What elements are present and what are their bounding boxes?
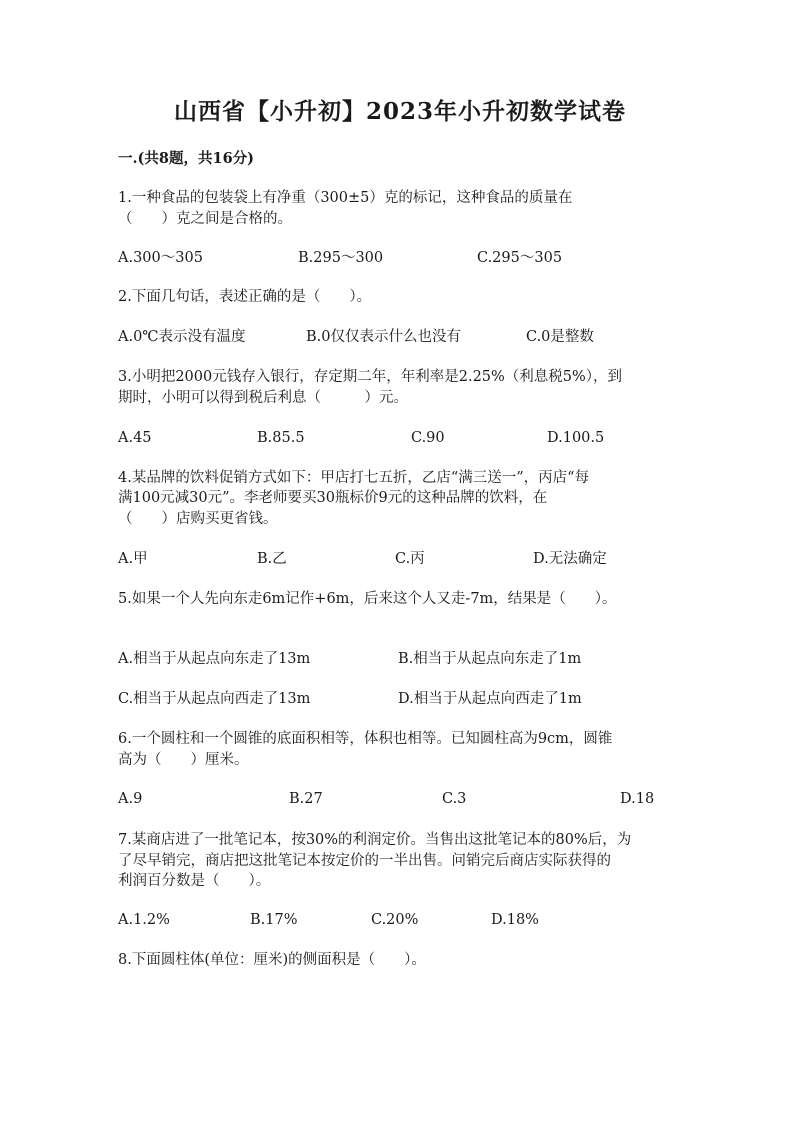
question-1-option-c: C.295～305 — [477, 250, 563, 266]
question-7-line-3: 利润百分数是（ ）。 — [118, 873, 271, 889]
question-2-option-b: B.0仅仅表示什么也没有 — [306, 329, 461, 345]
question-5-option-a: A.相当于从起点向东走了13m — [118, 651, 311, 667]
question-3-line-1: 3.小明把2000元钱存入银行，存定期二年，年利率是2.25%（利息税5%），到 — [118, 369, 623, 385]
question-1-line-1: 1.一种食品的包装袋上有净重（300±5）克的标记，这种食品的质量在 — [118, 190, 573, 206]
question-5-option-d: D.相当于从起点向西走了1m — [398, 691, 582, 707]
question-2-option-c: C.0是整数 — [526, 329, 594, 345]
question-1-option-b: B.295～300 — [298, 250, 384, 266]
question-5-option-c: C.相当于从起点向西走了13m — [118, 691, 311, 707]
question-4-option-d: D.无法确定 — [533, 551, 607, 567]
question-6-option-d: D.18 — [620, 791, 655, 807]
question-7-line-2: 了尽早销完，商店把这批笔记本按定价的一半出售。问销完后商店实际获得的 — [118, 853, 611, 869]
question-4-option-b: B.乙 — [257, 551, 287, 567]
question-4-line-1: 4.某品牌的饮料促销方式如下：甲店打七五折，乙店“满三送一”，丙店“每 — [118, 470, 590, 486]
question-3-option-a: A.45 — [118, 430, 152, 446]
question-5-option-b: B.相当于从起点向东走了1m — [398, 651, 582, 667]
exam-title: 山西省【小升初】2023年小升初数学试卷 — [173, 98, 626, 125]
question-1-line-2: （ ）克之间是合格的。 — [118, 211, 292, 227]
question-8-line-1: 8.下面圆柱体(单位：厘米)的侧面积是（ ）。 — [118, 952, 426, 968]
question-3-option-c: C.90 — [411, 430, 445, 446]
question-7-option-d: D.18% — [491, 912, 539, 928]
question-2-option-a: A.0℃表示没有温度 — [118, 329, 246, 345]
question-3-option-b: B.85.5 — [257, 430, 305, 446]
question-3-line-2: 期时，小明可以得到税后利息（ ）元。 — [118, 390, 408, 406]
question-4-line-3: （ ）店购买更省钱。 — [118, 511, 278, 527]
question-7-option-a: A.1.2% — [118, 912, 170, 928]
question-6-line-2: 高为（ ）厘米。 — [118, 752, 249, 768]
question-6-option-b: B.27 — [289, 791, 323, 807]
section-heading: 一.(共8题，共16分) — [118, 150, 255, 167]
question-7-line-1: 7.某商店进了一批笔记本，按30%的利润定价。当售出这批笔记本的80%后，为 — [118, 832, 632, 848]
question-6-option-c: C.3 — [442, 791, 467, 807]
question-3-option-d: D.100.5 — [547, 430, 605, 446]
question-5-line-1: 5.如果一个人先向东走6m记作+6m，后来这个人又走-7m，结果是（ ）。 — [118, 591, 617, 607]
question-4-line-2: 满100元减30元”。李老师要买30瓶标价9元的这种品牌的饮料，在 — [118, 490, 548, 506]
question-7-option-c: C.20% — [371, 912, 419, 928]
question-4-option-c: C.丙 — [395, 551, 425, 567]
question-4-option-a: A.甲 — [118, 551, 148, 567]
question-7-option-b: B.17% — [250, 912, 298, 928]
question-2-line-1: 2.下面几句话，表述正确的是（ ）。 — [118, 289, 372, 305]
question-6-line-1: 6.一个圆柱和一个圆锥的底面积相等，体积也相等。已知圆柱高为9cm，圆锥 — [118, 731, 613, 747]
question-6-option-a: A.9 — [118, 791, 143, 807]
question-1-option-a: A.300～305 — [118, 250, 203, 266]
